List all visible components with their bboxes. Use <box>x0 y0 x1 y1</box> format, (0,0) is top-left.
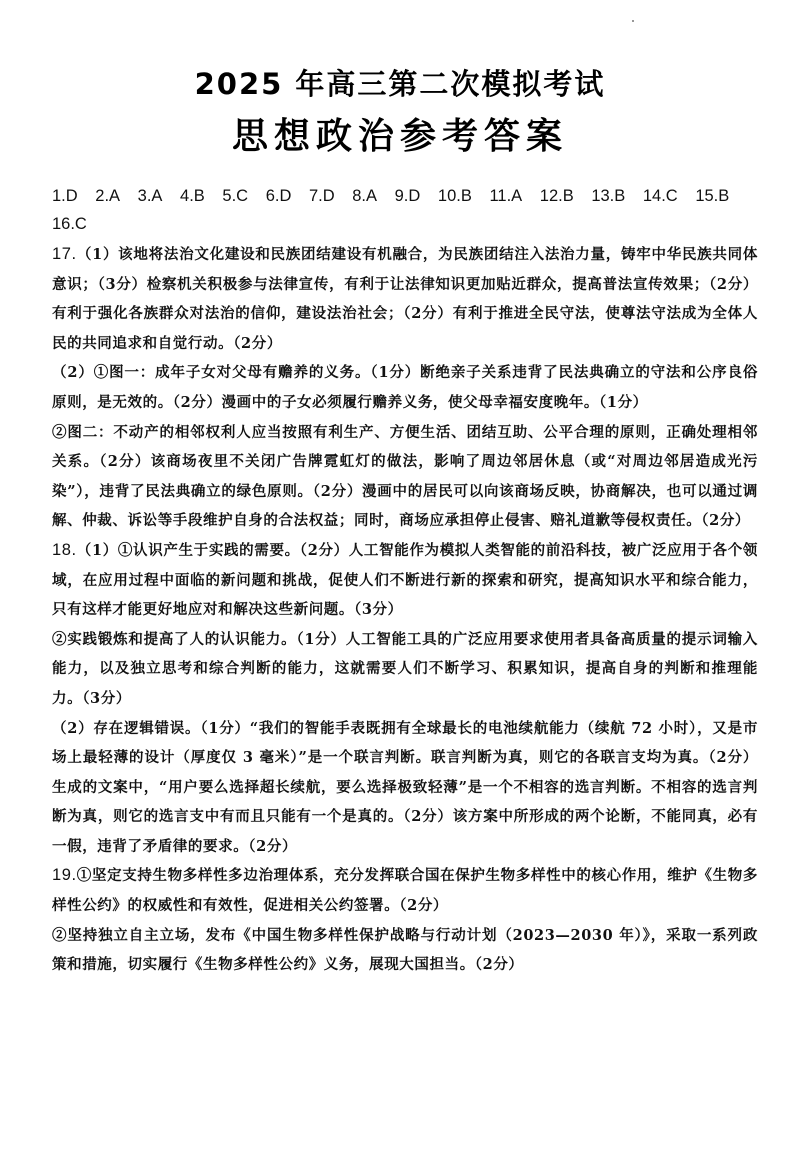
paragraph-text: ②实践锻炼和提高了人的认识能力。（1分）人工智能工具的广泛应用要求使用者具备高质量的提示词输入能力，以及独立思考和综合判断的能力，这就需要人们不断学习、积累知识，提高自身的判断和推理能力。（3分） <box>52 630 758 707</box>
paragraph-text: （1）该地将法治文化建设和民族团结建设有机融合，为民族团结注入法治力量，铸牢中华民族共同体意识；（3分）检察机关积极参与法律宣传，有利于让法律知识更加贴近群众，提高普法宣传效果；（2分）有利于强化各族群众对法治的信仰，建设法治社会；（2分）有利于推进全民守法，使尊法守法成为全体人民的共同追求和自觉行动。（2分） <box>52 246 758 352</box>
answer-item: 10.B <box>437 187 472 205</box>
choice-answers <box>52 182 752 238</box>
answer-item: 8.A <box>352 187 378 205</box>
paragraph <box>52 625 758 714</box>
exam-title: 2025 年高三第二次模拟考试 <box>194 67 606 101</box>
answer-item: 14.C <box>642 187 678 205</box>
question-number: 17. <box>52 245 77 263</box>
paragraph <box>52 240 758 358</box>
paragraph-text: （1）①认识产生于实践的需要。（2分）人工智能作为模拟人类智能的前沿科技，被广泛应用于各个领域，在应用过程中面临的新问题和挑战，促使人们不断进行新的探索和研究，提高知识水平和综合能力，只有这样才能更好地应对和解决这些新问题。（3分） <box>52 541 758 619</box>
paragraph <box>52 861 758 920</box>
paragraph <box>52 358 758 417</box>
answer-item: 15.B <box>695 187 730 205</box>
question-number: 19. <box>52 866 77 885</box>
answer-item: 16.C <box>52 215 87 233</box>
paragraph <box>52 418 758 536</box>
paragraph-text: ②图二：不动产的相邻权利人应当按照有利生产、方便生活、团结互助、公平合理的原则，正确处理相邻关系。（2分）该商场夜里不关闭广告牌霓虹灯的做法，影响了周边邻居休息（或“对周边邻居造成光污染”），违背了民法典确立的绿色原则。（2分）漫画中的居民可以向该商场反映，协商解决，也可以通过调解、仲裁、诉讼等手段维护自身的合法权益；同时，商场应承担停止侵害、赔礼道歉等侵权责任。（2分） <box>52 423 758 530</box>
answer-item: 12.B <box>539 187 574 205</box>
answer-item: 4.B <box>180 187 205 205</box>
scan-dot <box>632 20 634 22</box>
paragraph-text: （2）存在逻辑错误。（1分）“我们的智能手表既拥有全球最长的电池续航能力（续航 72 小时），又是市场上最轻薄的设计（厚度仅 3 毫米）”是一个联言判断。联言判断为真，则它的各联言支均为真。（2分）生成的文案中，“用户要么选择超长续航，要么选择极致轻薄”是一个不相容的选言判断。不相容的选言判断为真，则它的选言支中有而且只能有一个是真的。（2分）该方案中所形成的两个论断，不能同真，必有一假，违背了矛盾律的要求。（2分） <box>52 719 758 855</box>
paragraph <box>52 536 758 625</box>
document-subtitle: 思想政治参考答案 <box>231 116 568 157</box>
answer-item: 13.B <box>591 187 626 205</box>
paragraph-text: （2）①图一：成年子女对父母有赡养的义务。（1分）断绝亲子关系违背了民法典确立的守法和公序良俗原则，是无效的。（2分）漫画中的子女必须履行赡养义务，使父母幸福安度晚年。（1分） <box>52 364 758 411</box>
answer-item: 11.A <box>489 187 523 205</box>
question-number: 18. <box>52 540 77 559</box>
paragraph-text: ②坚持独立自主立场，发布《中国生物多样性保护战略与行动计划（2023—2030 年）》，采取一系列政策和措施，切实履行《生物多样性公约》义务，展现大国担当。（2分） <box>52 926 758 974</box>
answer-item: 7.D <box>308 187 335 205</box>
paragraph <box>52 714 758 862</box>
answer-item: 1.D <box>52 187 78 205</box>
answer-item: 6.D <box>265 187 292 205</box>
answer-item: 5.C <box>222 187 249 205</box>
answer-body <box>52 240 758 980</box>
paragraph <box>52 921 758 980</box>
answer-item: 3.A <box>137 187 163 205</box>
answer-item: 9.D <box>394 187 421 205</box>
paragraph-text: ①坚定支持生物多样性多边治理体系，充分发挥联合国在保护生物多样性中的核心作用，维护《生物多样性公约》的权威性和有效性，促进相关公约签署。（2分） <box>52 867 758 915</box>
answer-item: 2.A <box>95 187 121 205</box>
